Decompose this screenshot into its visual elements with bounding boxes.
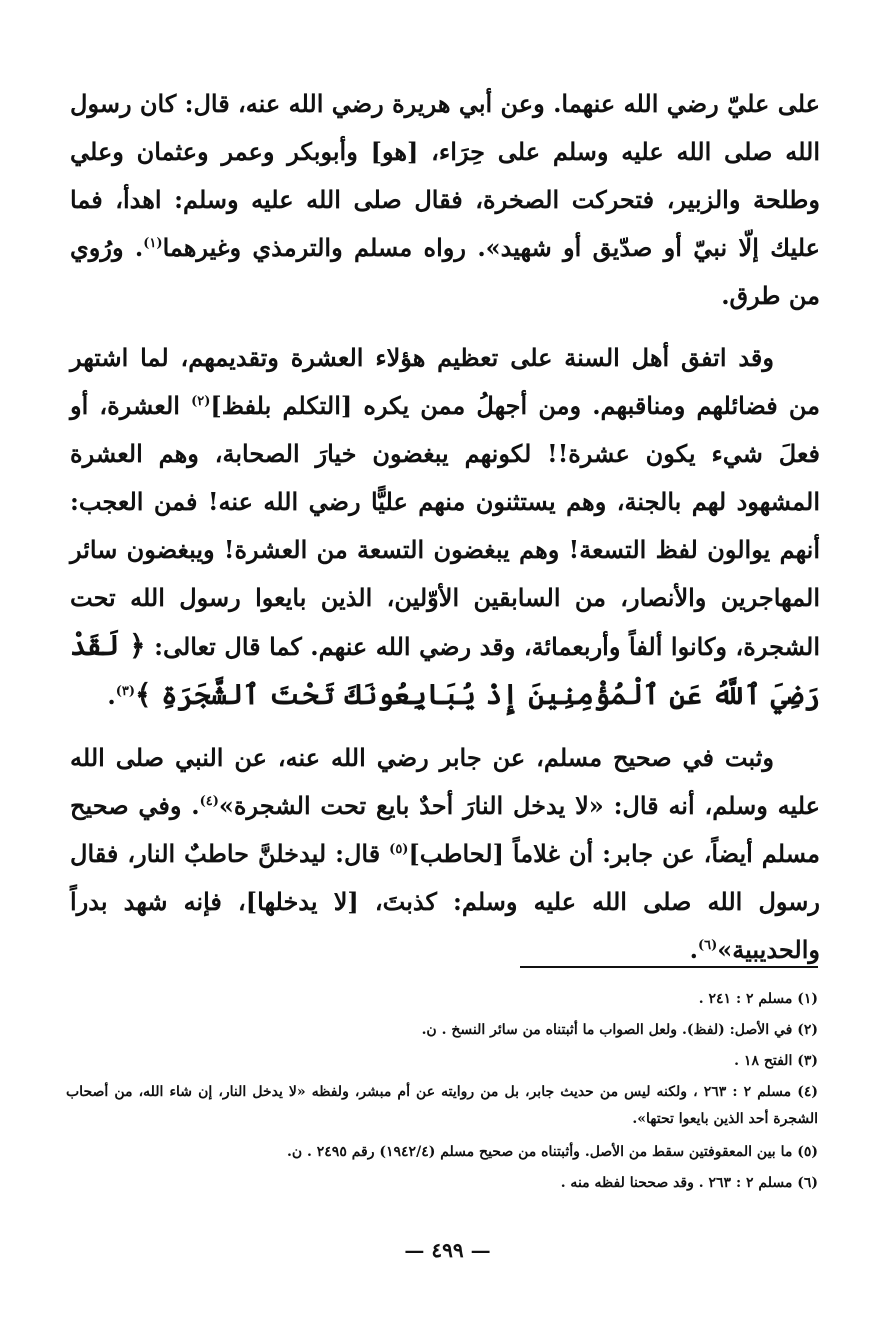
text-run: . وفي صحيح مسلم أيضاً، عن جابر: أن غلاماً [لحاطب] xyxy=(70,791,820,868)
main-text xyxy=(70,80,820,974)
footnote-ref-4: (٤) xyxy=(199,794,219,809)
footnote-ref-2: (٢) xyxy=(191,394,211,409)
text-run: على عليّ رضي الله عنهما. وعن أبي هريرة رضي الله عنه، قال: كان رسول الله صلى الله عليه وسلم على حِرَاء، [هو] وأبوبكر وعمر وعثمان وعلي وطلحة والزبير، فتحركت الصخرة، فقال صلى الله عليه وسلم: اهدأ، فما عليك إلّا نبيّ أو صدّيق أو شهيد». رواه مسلم والترمذي وغيرهما xyxy=(70,89,820,262)
text-run: . ورُوي من طرق. xyxy=(70,233,820,310)
paragraph-3 xyxy=(70,734,820,974)
footnote-ref-3: (٣) xyxy=(115,684,135,699)
footnote-ref-1: (١) xyxy=(143,236,163,251)
text-run: وثبت في صحيح مسلم، عن جابر رضي الله عنه، عن النبي صلى الله عليه وسلم، أنه قال: «لا يدخل النارَ أحدٌ بايع تحت الشجرة» xyxy=(70,743,820,820)
text-run: . xyxy=(689,935,698,964)
text-run: العشرة، أو فعلَ شيء يكون عشرة!! لكونهم يبغضون خيارَ الصحابة، وهم العشرة المشهود لهم بالجنة، وهم يستثنون منهم عليًّا رضي الله عنه! فمن العجب: أنهم يوالون لفظ التسعة! وهم يبغضون التسعة من العشرة! ويبغضون سائر المهاجرين والأنصار، من السابقين الأوّلين، الذين بايعوا رسول الله تحت الشجرة، وكانوا ألفاً وأربعمائة، وقد رضي الله عنهم. كما قال تعالى: xyxy=(70,391,820,661)
quran-verse: ﴿ لَقَدْ رَضِيَ ٱللَّهُ عَنِ ٱلْمُؤْمِنِينَ إِذْ يُبَايِعُونَكَ تَحْتَ ٱلشَّجَرَةِ ﴾ xyxy=(70,629,820,711)
footnote-5: (٥) ما بين المعقوفتين سقط من الأصل. وأثبتناه من صحيح مسلم (١٩٤٢/٤) رقم ٢٤٩٥ . ن. xyxy=(286,1144,818,1160)
page-number: — ٤٩٩ — xyxy=(404,1238,491,1262)
footnote-separator xyxy=(520,966,818,968)
paragraph-1 xyxy=(70,80,820,320)
footnote-1: (١) مسلم ٢ : ٢٤١ . xyxy=(698,991,818,1007)
footnote-ref-5: (٥) xyxy=(389,842,409,857)
text-run: وقد اتفق أهل السنة على تعظيم هؤلاء العشرة وتقديمهم، لما اشتهر من فضائلهم ومناقبهم. ومن أجهلُ ممن يكره [التكلم بلفظ] xyxy=(70,343,820,420)
paragraph-2 xyxy=(70,334,820,720)
text-run: قال: ليدخلنَّ حاطبٌ النار، فقال رسول الله صلى الله عليه وسلم: كذبتَ، [لا يدخلها]، فإنه شهد بدراً والحديبية» xyxy=(70,839,820,964)
footnote-3: (٣) الفتح ١٨ . xyxy=(734,1053,818,1069)
footnotes xyxy=(66,984,818,1199)
footnote-ref-6: (٦) xyxy=(698,938,718,953)
text-run: . xyxy=(107,681,116,710)
footnote-6: (٦) مسلم ٢ : ٢٦٣ . وقد صححنا لفظه منه . xyxy=(560,1175,818,1191)
footnote-4: (٤) مسلم ٢ : ٢٦٣ ، ولكنه ليس من حديث جابر، بل من روايته عن أم مبشر، ولفظه «لا يدخل النار، إن شاء الله، من أصحاب الشجرة أحد الذين بايعوا تحتها». xyxy=(66,1084,819,1127)
footnote-2: (٢) في الأصل: (لفظ). ولعل الصواب ما أثبتناه من سائر النسخ . ن. xyxy=(421,1022,818,1038)
